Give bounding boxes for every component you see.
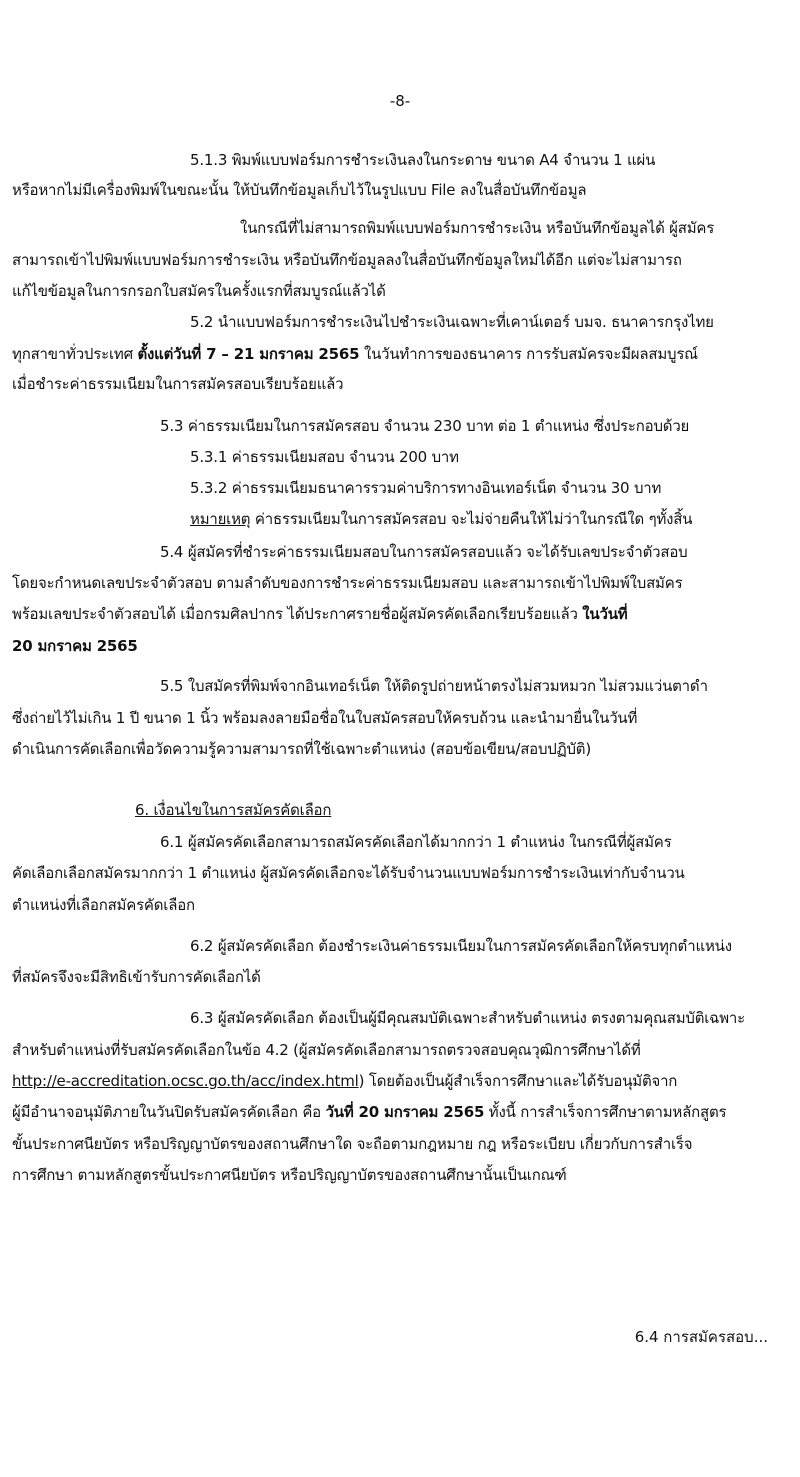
text-line: 5.4 ผู้สมัครที่ชำระค่าธรรมเนียมสอบในการสมัครสอบแล้ว จะได้รับเลขประจำตัวสอบ [160,543,688,561]
text-run: ทั้งนี้ การสำเร็จการศึกษาตามหลักสูตร [484,1103,727,1121]
text-line: 6.3 ผู้สมัครคัดเลือก ต้องเป็นผู้มีคุณสมบัติเฉพาะสำหรับตำแหน่ง ตรงตามคุณสมบัติเฉพาะ [190,1009,745,1027]
text-line [12,344,698,364]
date-bold: 20 มกราคม 2565 [12,637,138,655]
text-line: 6.2 ผู้สมัครคัดเลือก ต้องชำระเงินค่าธรรมเนียมในการสมัครคัดเลือกให้ครบทุกตำแหน่ง [190,937,732,955]
section-heading: 6. เงื่อนไขในการสมัครคัดเลือก [135,801,332,819]
date-range-bold: ตั้งแต่วันที่ 7 – 21 มกราคม 2565 [137,345,360,363]
text-run: พร้อมเลขประจำตัวสอบได้ เมื่อกรมศิลปากร ได้ประกาศรายชื่อผู้สมัครคัดเลือกเรียบร้อยแล้ว [12,605,583,623]
text-line: เมื่อชำระค่าธรรมเนียมในการสมัครสอบเรียบร้อยแล้ว [12,375,344,393]
text-line: ซึ่งถ่ายไว้ไม่เกิน 1 ปี ขนาด 1 นิ้ว พร้อมลงลายมือชื่อในใบสมัครสอบให้ครบถ้วน และนำมายื่นในวันที่ [12,709,638,727]
text-line: หรือหากไม่มีเครื่องพิมพ์ในขณะนั้น ให้บันทึกข้อมูลเก็บไว้ในรูปแบบ File ลงในสื่อบันทึกข้อมูล [12,181,587,199]
text-run: ผู้มีอำนาจอนุมัติภายในวันปิดรับสมัครคัดเลือก คือ [12,1103,326,1121]
text-line: 5.3 ค่าธรรมเนียมในการสมัครสอบ จำนวน 230 บาท ต่อ 1 ตำแหน่ง ซึ่งประกอบด้วย [160,417,690,435]
text-line [12,1102,726,1122]
text-run: ทุกสาขาทั่วประเทศ [12,345,138,363]
remark-label: หมายเหตุ [190,510,251,528]
text-line: 5.2 นำแบบฟอร์มการชำระเงินไปชำระเงินเฉพาะที่เคาน์เตอร์ บมจ. ธนาคารกรุงไทย [190,313,714,331]
text-run: ในวันทำการของธนาคาร การรับสมัครจะมีผลสมบูรณ์ [359,345,698,363]
text-line: 6.1 ผู้สมัครคัดเลือกสามารถสมัครคัดเลือกได้มากกว่า 1 ตำแหน่ง ในกรณีที่ผู้สมัคร [160,833,672,851]
text-line: ในกรณีที่ไม่สามารถพิมพ์แบบฟอร์มการชำระเงิน หรือบันทึกข้อมูลได้ ผู้สมัคร [240,219,715,237]
text-line [12,1071,677,1091]
text-line: ที่สมัครจึงจะมีสิทธิเข้ารับการคัดเลือกได้ [12,968,261,986]
text-line: 5.3.2 ค่าธรรมเนียมธนาคารรวมค่าบริการทางอินเทอร์เน็ต จำนวน 30 บาท [190,479,662,497]
text-line: 5.1.3 พิมพ์แบบฟอร์มการชำระเงินลงในกระดาษ ขนาด A4 จำนวน 1 แผ่น [190,151,656,169]
text-line: โดยจะกำหนดเลขประจำตัวสอบ ตามลำดับของการชำระค่าธรรมเนียมสอบ และสามารถเข้าไปพิมพ์ใบสมัคร [12,574,683,592]
text-run: ) โดยต้องเป็นผู้สำเร็จการศึกษาและได้รับอนุมัติจาก [358,1072,678,1090]
text-line: สามารถเข้าไปพิมพ์แบบฟอร์มการชำระเงิน หรือบันทึกข้อมูลลงในสื่อบันทึกข้อมูลใหม่ได้อีก แต่จะไม่สามารถ [12,251,682,269]
text-line: สำหรับตำแหน่งที่รับสมัครคัดเลือกในข้อ 4.2 (ผู้สมัครคัดเลือกสามารถตรวจสอบคุณวุฒิการศึกษาได้ที่ [12,1041,641,1059]
text-line: ตำแหน่งที่เลือกสมัครคัดเลือก [12,896,195,914]
text-line: ขั้นประกาศนียบัตร หรือปริญญาบัตรของสถานศึกษาใด จะถือตามกฎหมาย กฎ หรือระเบียบ เกี่ยวกับการสำเร็จ [12,1135,693,1153]
text-run: ค่าธรรมเนียมในการสมัครสอบ จะไม่จ่ายคืนให้ไม่ว่าในกรณีใด ๆทั้งสิ้น [250,510,693,528]
text-line [190,509,692,529]
text-line: ดำเนินการคัดเลือกเพื่อวัดความรู้ความสามารถที่ใช้เฉพาะตำแหน่ง (สอบข้อเขียน/สอบปฏิบัติ) [12,740,591,758]
text-line: การศึกษา ตามหลักสูตรขั้นประกาศนียบัตร หรือปริญญาบัตรของสถานศึกษานั้นเป็นเกณฑ์ [12,1166,567,1184]
continuation-note: 6.4 การสมัครสอบ... [634,1328,768,1346]
text-line: 5.3.1 ค่าธรรมเนียมสอบ จำนวน 200 บาท [190,448,459,466]
text-run-bold: ในวันที่ [582,605,628,623]
accreditation-link[interactable]: http://e-accreditation.ocsc.go.th/acc/index.html [12,1072,359,1090]
text-line [12,604,627,624]
page-number: -8- [389,92,411,110]
text-line: คัดเลือกเลือกสมัครมากกว่า 1 ตำแหน่ง ผู้สมัครคัดเลือกจะได้รับจำนวนแบบฟอร์มการชำระเงินเท่ากับจำนวน [12,864,685,882]
text-line: แก้ไขข้อมูลในการกรอกใบสมัครในครั้งแรกที่สมบูรณ์แล้วได้ [12,282,386,300]
date-bold: วันที่ 20 มกราคม 2565 [325,1103,485,1121]
text-line: 5.5 ใบสมัครที่พิมพ์จากอินเทอร์เน็ต ให้ติดรูปถ่ายหน้าตรงไม่สวมหมวก ไม่สวมแว่นตาดำ [160,677,708,695]
